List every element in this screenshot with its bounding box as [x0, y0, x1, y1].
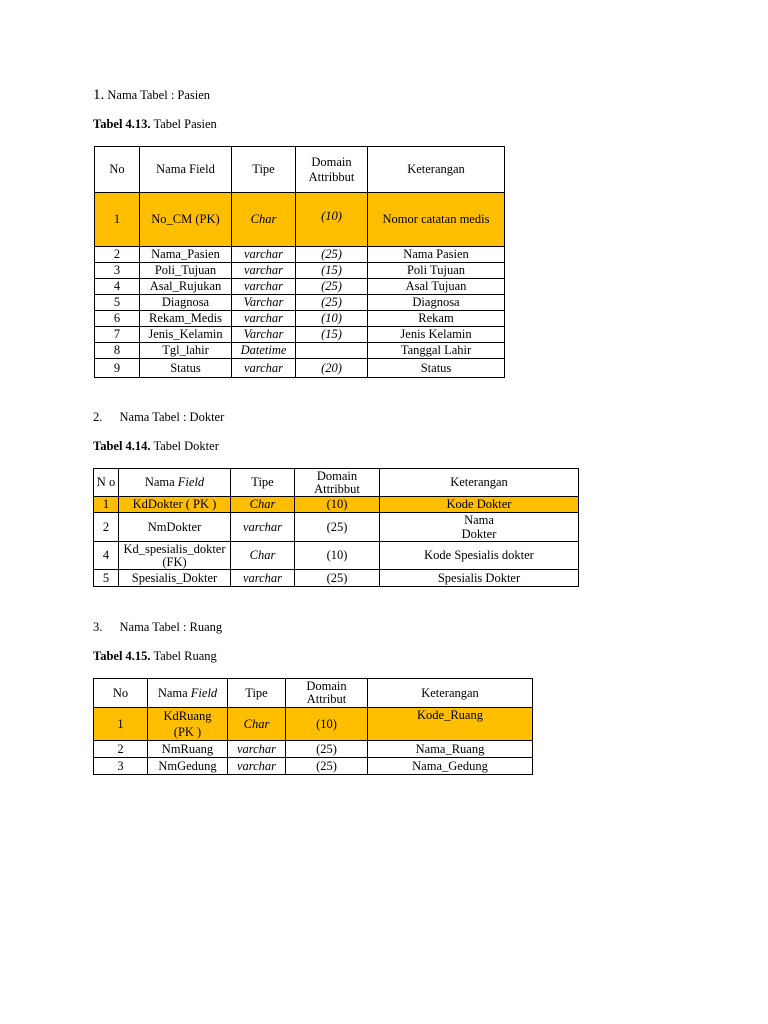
cell-desc: Diagnosa	[368, 295, 505, 311]
header-cell: Tipe	[231, 469, 295, 497]
cell-field: Status	[140, 359, 232, 378]
cell-desc: Kode Dokter	[380, 497, 579, 513]
cell-field: Spesialis_Dokter	[119, 570, 231, 587]
cell-field: NmRuang	[148, 741, 228, 758]
cell-no: 3	[95, 263, 140, 279]
caption-label: Tabel 4.13.	[93, 117, 151, 131]
cell-desc: Nama_Gedung	[368, 758, 533, 775]
cell-domain	[296, 343, 368, 359]
cell-domain: (20)	[296, 359, 368, 378]
caption-text: Tabel Ruang	[150, 649, 217, 663]
table-row	[94, 497, 579, 513]
cell-type: varchar	[232, 311, 296, 327]
cell-field: Nama_Pasien	[140, 247, 232, 263]
cell-no: 1	[95, 193, 140, 247]
cell-no: 9	[95, 359, 140, 378]
cell-desc: Status	[368, 359, 505, 378]
caption-text: Tabel Pasien	[150, 117, 217, 131]
table-header-row	[94, 469, 579, 497]
cell-field: No_CM (PK)	[140, 193, 232, 247]
cell-desc: Spesialis Dokter	[380, 570, 579, 587]
cell-field: NmGedung	[148, 758, 228, 775]
cell-desc: Jenis Kelamin	[368, 327, 505, 343]
cell-type: Char	[231, 542, 295, 570]
table-4-14-caption	[93, 439, 219, 454]
section-2-number: 2.	[93, 410, 103, 424]
cell-desc: Poli Tujuan	[368, 263, 505, 279]
table-row	[94, 542, 579, 570]
cell-desc: Rekam	[368, 311, 505, 327]
cell-domain: (10)	[296, 193, 368, 247]
cell-domain: (10)	[286, 708, 368, 741]
section-2-heading	[93, 410, 224, 425]
cell-field: Kd_spesialis_dokter (FK)	[119, 542, 231, 570]
cell-type: Varchar	[232, 295, 296, 311]
header-text-italic: Field	[190, 685, 218, 700]
table-row	[95, 295, 505, 311]
table-row	[95, 263, 505, 279]
cell-no: 7	[95, 327, 140, 343]
caption-label: Tabel 4.15.	[93, 649, 151, 663]
table-row	[94, 758, 533, 775]
header-cell: Domain Attribbut	[296, 147, 368, 193]
cell-type: varchar	[231, 513, 295, 542]
cell-field: KdDokter ( PK )	[119, 497, 231, 513]
cell-desc: Nama Pasien	[368, 247, 505, 263]
cell-domain: (10)	[295, 542, 380, 570]
cell-desc: Nama_Ruang	[368, 741, 533, 758]
table-row	[95, 193, 505, 247]
table-header-row	[94, 679, 533, 708]
header-cell: Tipe	[228, 679, 286, 708]
caption-text: Tabel Dokter	[150, 439, 219, 453]
cell-type: Char	[232, 193, 296, 247]
header-cell: Tipe	[232, 147, 296, 193]
cell-field: Poli_Tujuan	[140, 263, 232, 279]
header-cell: Nama Field	[140, 147, 232, 193]
cell-desc: Kode Spesialis dokter	[380, 542, 579, 570]
cell-desc: Nomor catatan medis	[368, 193, 505, 247]
header-cell: No	[95, 147, 140, 193]
cell-desc: Nama Dokter	[380, 513, 579, 542]
cell-no: 4	[95, 279, 140, 295]
table-dokter	[93, 468, 579, 587]
cell-no: 1	[94, 497, 119, 513]
header-cell: Keterangan	[380, 469, 579, 497]
cell-domain: (25)	[286, 758, 368, 775]
cell-field: Jenis_Kelamin	[140, 327, 232, 343]
cell-domain: (25)	[286, 741, 368, 758]
table-header-row	[95, 147, 505, 193]
cell-no: 2	[95, 247, 140, 263]
caption-label: Tabel 4.14.	[93, 439, 151, 453]
table-row	[95, 327, 505, 343]
table-row	[95, 247, 505, 263]
cell-domain: (15)	[296, 263, 368, 279]
header-cell	[119, 469, 231, 497]
cell-no: 2	[94, 513, 119, 542]
table-row	[95, 279, 505, 295]
table-ruang	[93, 678, 533, 775]
cell-field: Tgl_lahir	[140, 343, 232, 359]
cell-domain: (15)	[296, 327, 368, 343]
cell-no: 1	[94, 708, 148, 741]
cell-no: 8	[95, 343, 140, 359]
cell-no: 2	[94, 741, 148, 758]
table-row	[94, 513, 579, 542]
cell-no: 3	[94, 758, 148, 775]
table-pasien	[94, 146, 505, 378]
cell-desc: Asal Tujuan	[368, 279, 505, 295]
cell-domain: (25)	[296, 279, 368, 295]
header-text: Nama	[157, 685, 191, 700]
cell-field: KdRuang (PK )	[148, 708, 228, 741]
header-cell: N o	[94, 469, 119, 497]
table-row	[95, 343, 505, 359]
cell-field: Rekam_Medis	[140, 311, 232, 327]
section-1-number: 1.	[93, 87, 105, 103]
header-cell: Domain Attribut	[286, 679, 368, 708]
header-cell: Domain Attribbut	[295, 469, 380, 497]
cell-no: 4	[94, 542, 119, 570]
table-row	[95, 311, 505, 327]
cell-field: Asal_Rujukan	[140, 279, 232, 295]
section-3-number: 3.	[93, 620, 103, 634]
cell-no: 5	[95, 295, 140, 311]
cell-desc: Kode_Ruang	[368, 708, 533, 741]
table-row	[95, 359, 505, 378]
cell-domain: (25)	[295, 513, 380, 542]
table-row	[94, 570, 579, 587]
cell-type: Char	[228, 708, 286, 741]
cell-type: Datetime	[232, 343, 296, 359]
cell-field: Diagnosa	[140, 295, 232, 311]
cell-no: 6	[95, 311, 140, 327]
cell-type: varchar	[232, 247, 296, 263]
section-3-title: Nama Tabel : Ruang	[119, 620, 223, 634]
header-cell: Keterangan	[368, 147, 505, 193]
header-cell: Keterangan	[368, 679, 533, 708]
section-1-title: Nama Tabel : Pasien	[107, 88, 211, 102]
cell-domain: (25)	[295, 570, 380, 587]
header-text: Nama	[144, 475, 178, 489]
cell-type: varchar	[228, 741, 286, 758]
cell-type: varchar	[232, 263, 296, 279]
table-4-13-caption	[93, 117, 217, 132]
cell-domain: (25)	[296, 295, 368, 311]
cell-type: varchar	[228, 758, 286, 775]
cell-no: 5	[94, 570, 119, 587]
cell-domain: (25)	[296, 247, 368, 263]
cell-domain: (10)	[296, 311, 368, 327]
cell-desc: Tanggal Lahir	[368, 343, 505, 359]
section-1-heading	[93, 87, 210, 104]
section-2-title: Nama Tabel : Dokter	[119, 410, 225, 424]
table-row	[94, 741, 533, 758]
header-cell: No	[94, 679, 148, 708]
cell-type: Varchar	[232, 327, 296, 343]
cell-type: Char	[231, 497, 295, 513]
section-3-heading	[93, 620, 222, 635]
cell-field: NmDokter	[119, 513, 231, 542]
cell-type: varchar	[232, 359, 296, 378]
header-text-italic: Field	[177, 475, 205, 489]
cell-type: varchar	[232, 279, 296, 295]
cell-type: varchar	[231, 570, 295, 587]
cell-domain: (10)	[295, 497, 380, 513]
header-cell	[148, 679, 228, 708]
table-row	[94, 708, 533, 741]
table-4-15-caption	[93, 649, 217, 664]
